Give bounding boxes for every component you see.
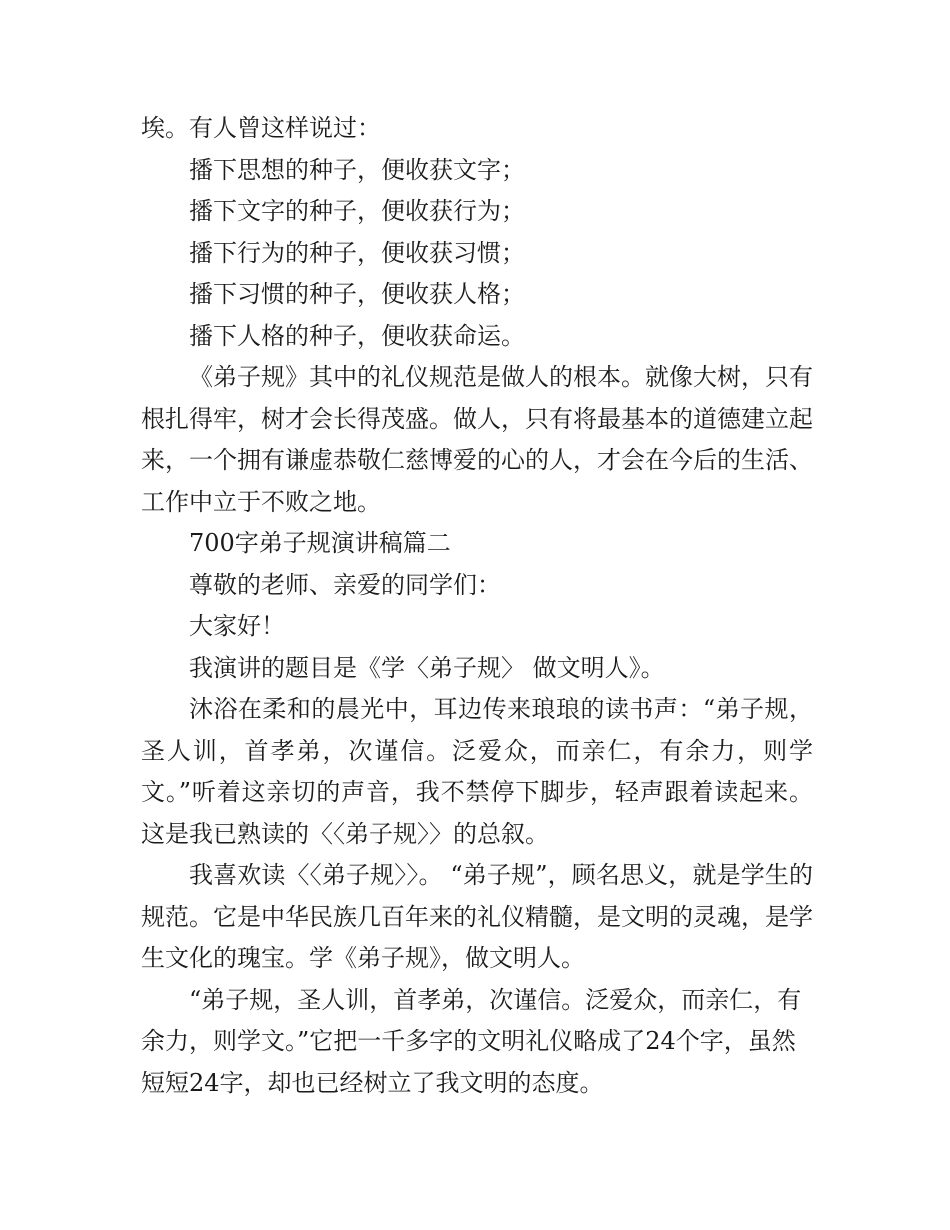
paragraph-7: 《弟子规》其中的礼仪规范是做人的根本。就像大树，只有根扎得牢，树才会长得茂盛。做人，只有将最基本的道德建立起来，一个拥有谦虚恭敬仁慈博爱的心的人，才会在今后的生活、工作中立于不败之地。 bbox=[141, 363, 813, 516]
document-body bbox=[141, 108, 813, 1104]
paragraph-4: 播下行为的种子，便收获习惯； bbox=[189, 238, 525, 267]
paragraph-5: 播下习惯的种子，便收获人格； bbox=[189, 280, 525, 308]
paragraph-2: 播下思想的种子，便收获文字； bbox=[189, 155, 525, 184]
paragraph-6: 播下人格的种子，便收获命运。 bbox=[189, 321, 525, 350]
speech-topic: 我演讲的题目是《学〈弟子规〉 做文明人》。 bbox=[189, 653, 665, 682]
salutation: 尊敬的老师、亲爱的同学们： bbox=[189, 570, 501, 599]
section-heading: 700字弟子规演讲稿篇二 bbox=[189, 529, 451, 557]
paragraph-13: 我喜欢读〈〈弟子规〉〉。 “弟子规”，顾名思义，就是学生的规范。它是中华民族几百年来的礼仪精髓，是文明的灵魂，是学生文化的瑰宝。学《弟子规》，做文明人。 bbox=[141, 861, 813, 972]
paragraph-12: 沐浴在柔和的晨光中，耳边传来琅琅的读书声：“弟子规，圣人训，首孝弟，次谨信。泛爱众，而亲仁，有余力，则学文。”听着这亲切的声音，我不禁停下脚步，轻声跟着读起来。这是我已熟读的〈〈弟子规〉〉的总叙。 bbox=[141, 695, 813, 848]
greeting: 大家好！ bbox=[189, 612, 285, 640]
paragraph-3: 播下文字的种子，便收获行为； bbox=[189, 197, 525, 225]
paragraph-14: “弟子规，圣人训，首孝弟，次谨信。泛爱众，而亲仁，有余力，则学文。”它把一千多字的文明礼仪略成了24个字，虽然短短24字，却也已经树立了我文明的态度。 bbox=[141, 985, 802, 1097]
paragraph-1: 埃。有人曾这样说过： bbox=[141, 114, 381, 142]
